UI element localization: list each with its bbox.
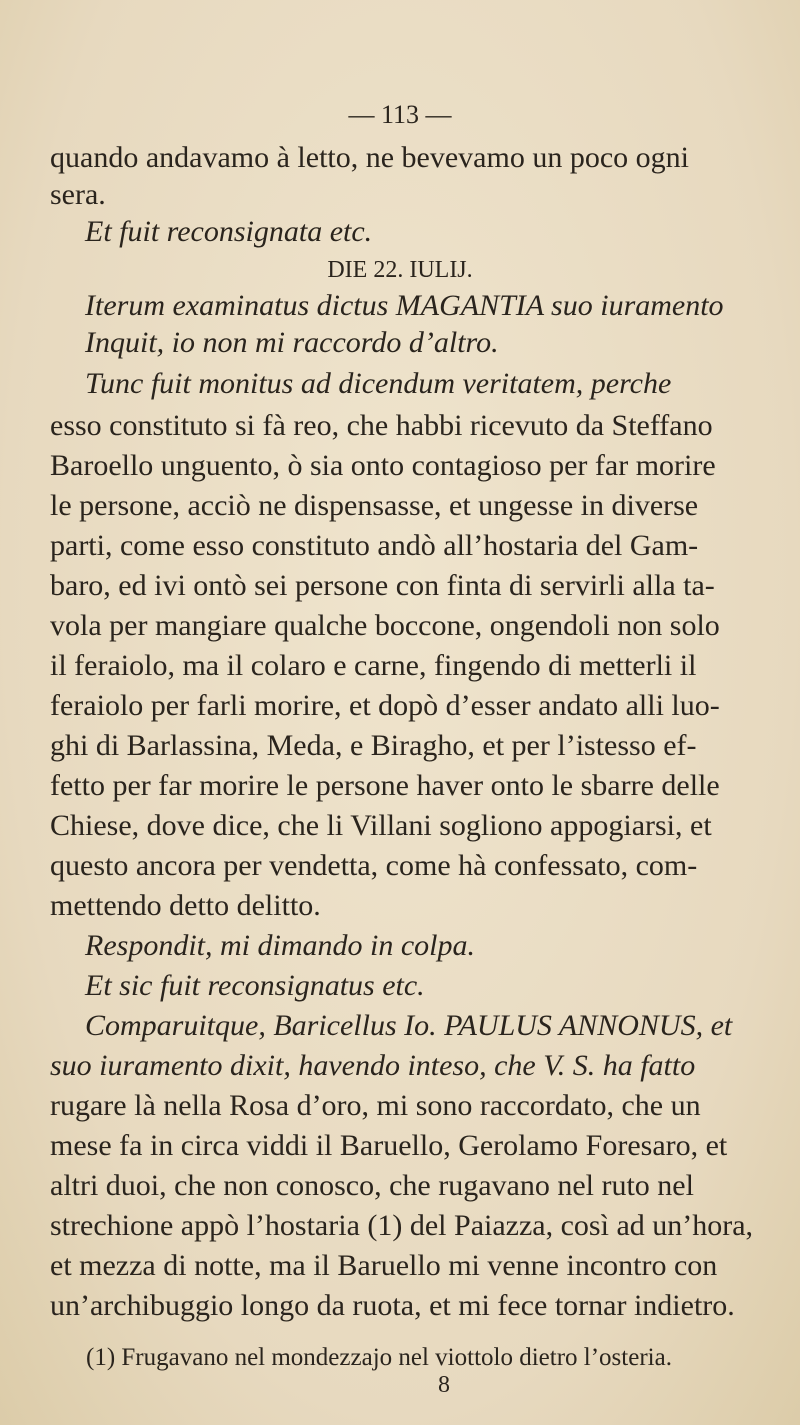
text-line: le persone, acciò ne dispensasse, et ungesse in diverse bbox=[50, 489, 699, 522]
text-line: altri duoi, che non conosco, che rugavano nel ruto nel bbox=[50, 1169, 694, 1202]
text-line: Iterum examinatus dictus MAGANTIA suo iuramento bbox=[85, 289, 724, 322]
text-line: suo iuramento dixit, havendo inteso, che V. S. ha fatto bbox=[50, 1049, 696, 1082]
text-line: fetto per far morire le persone haver onto le sbarre delle bbox=[50, 769, 720, 802]
text-line: ghi di Barlassina, Meda, e Biragho, et per l’istesso ef- bbox=[50, 729, 697, 762]
text-line: vola per mangiare qualche boccone, ongendoli non solo bbox=[50, 609, 720, 642]
text-line: Et fuit reconsignata etc. bbox=[85, 215, 373, 248]
text-line: Inquit, io non mi raccordo d’altro. bbox=[85, 326, 499, 359]
text-line: il feraiolo, ma il colaro e carne, fingendo di metterli il bbox=[50, 649, 697, 682]
text-line: esso constituto si fà reo, che habbi ricevuto da Steffano bbox=[50, 409, 713, 442]
text-line: Baroello unguento, ò sia onto contagioso per far morire bbox=[50, 449, 716, 482]
text-line: Comparuitque, Baricellus Io. PAULUS ANNONUS, et bbox=[85, 1009, 733, 1042]
text-line: et mezza di notte, ma il Baruello mi venne incontro con bbox=[50, 1249, 718, 1282]
text-line: Tunc fuit monitus ad dicendum veritatem, perche bbox=[85, 367, 672, 400]
signature-mark: 8 bbox=[438, 1372, 450, 1398]
text-line: sera. bbox=[50, 178, 106, 211]
text-line: mettendo detto delitto. bbox=[50, 889, 321, 922]
footnote: (1) Frugavano nel mondezzajo nel viottolo dietro l’osteria. bbox=[86, 1344, 672, 1371]
text-line: rugare là nella Rosa d’oro, mi sono raccordato, che un bbox=[50, 1089, 701, 1122]
text-line: Et sic fuit reconsignatus etc. bbox=[85, 969, 425, 1002]
date-heading: DIE 22. IULIJ. bbox=[327, 257, 473, 283]
text-line: parti, come esso constituto andò all’hostaria del Gam- bbox=[50, 529, 699, 562]
text-line: quando andavamo à letto, ne bevevamo un poco ogni bbox=[50, 141, 689, 174]
text-line: Chiese, dove dice, che li Villani sogliono appogiarsi, et bbox=[50, 809, 712, 842]
text-line: mese fa in circa viddi il Baruello, Gerolamo Foresaro, et bbox=[50, 1129, 728, 1162]
text-line: questo ancora per vendetta, come hà confessato, com- bbox=[50, 849, 698, 882]
text-line: baro, ed ivi ontò sei persone con finta di servirli alla ta- bbox=[50, 569, 715, 602]
text-line: un’archibuggio longo da ruota, et mi fece tornar indietro. bbox=[50, 1289, 735, 1322]
page-number: — 113 — bbox=[348, 100, 452, 129]
text-line: Respondit, mi dimando in colpa. bbox=[85, 929, 475, 962]
text-line: strechione appò l’hostaria (1) del Paiazza, così ad un’hora, bbox=[50, 1209, 754, 1242]
text-line: feraiolo per farli morire, et dopò d’esser andato alli luo- bbox=[50, 689, 720, 722]
